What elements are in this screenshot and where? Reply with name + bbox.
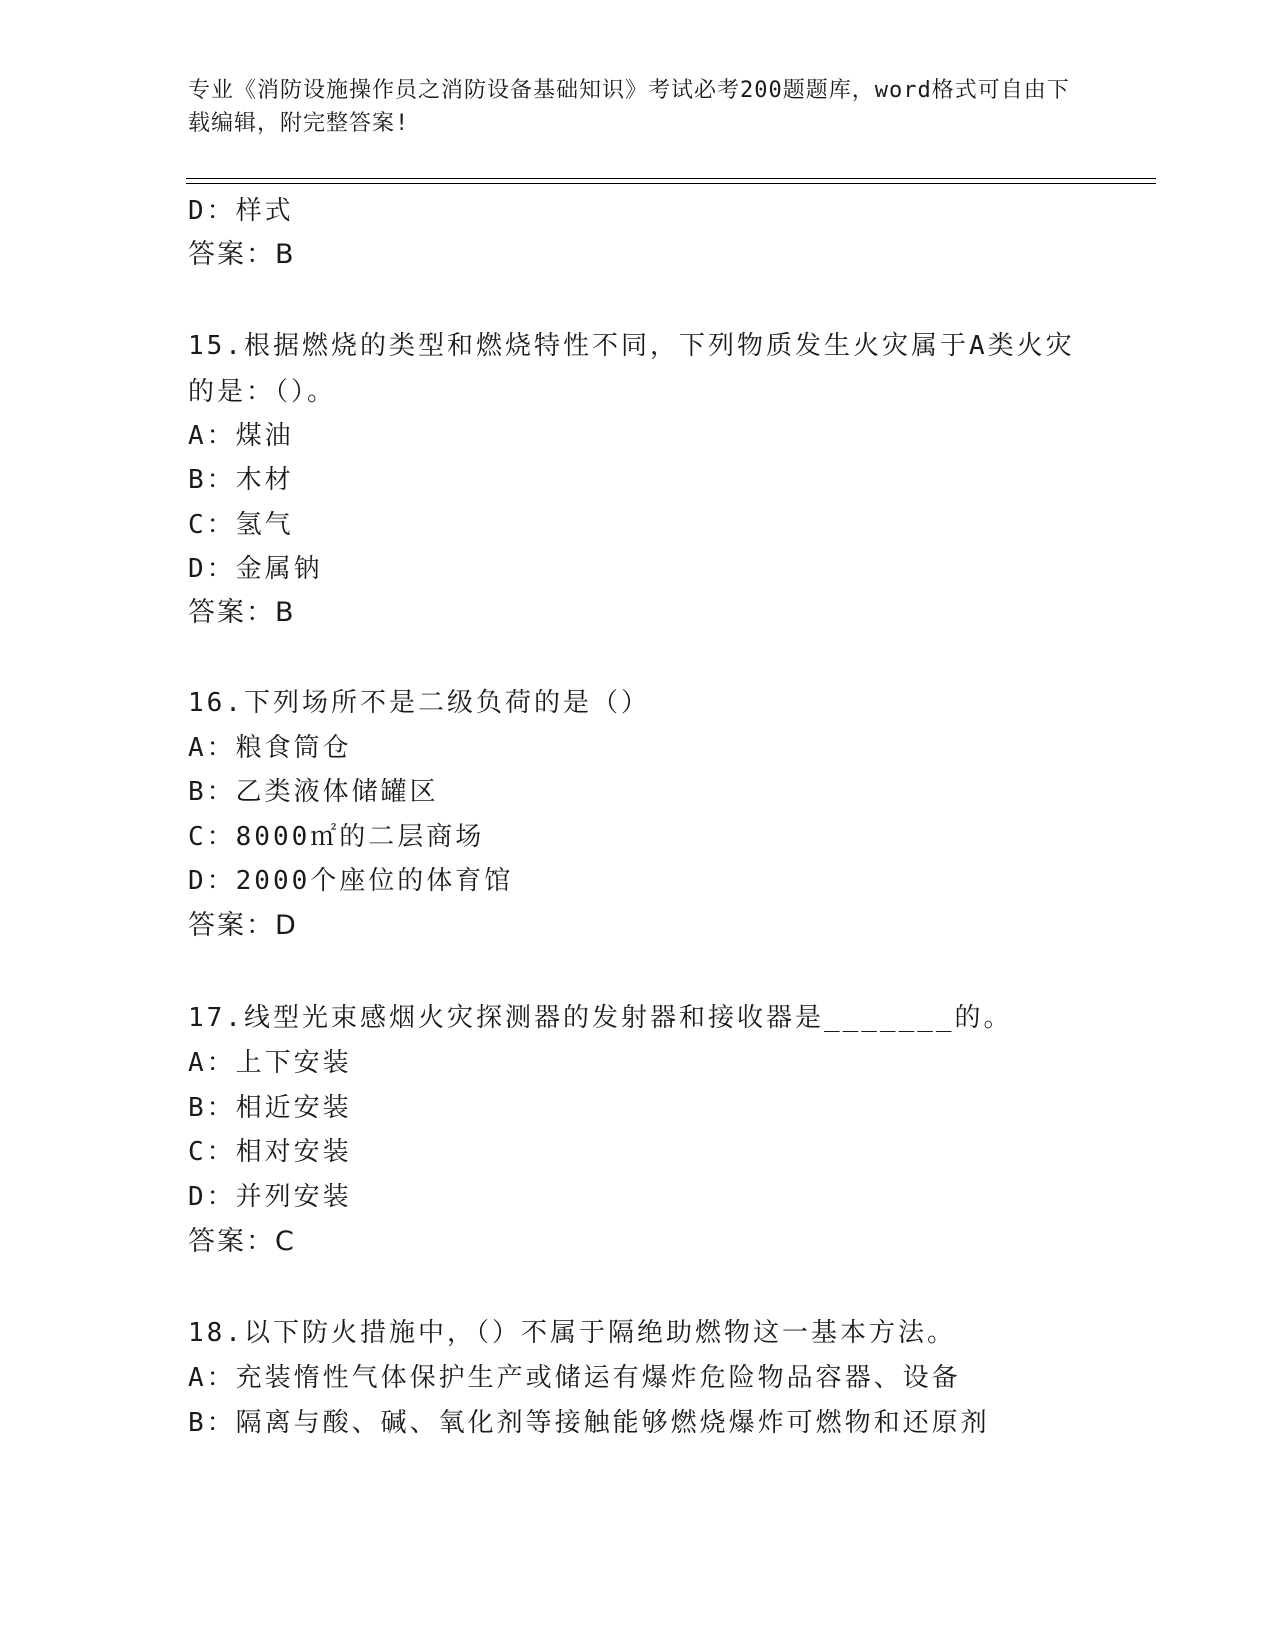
q17-option-b: B：相近安装 <box>188 1093 352 1123</box>
q17-stem: 17.线型光束感烟火灾探测器的发射器和接收器是_______的。 <box>188 1003 1013 1033</box>
q15-stem: 15.根据燃烧的类型和燃烧特性不同，下列物质发生火灾属于A类火灾的是：（）。 <box>188 331 1075 407</box>
q15-option-d: D：金属钠 <box>188 554 323 584</box>
q17-option-a: A：上下安装 <box>188 1048 352 1078</box>
q18-stem: 18.以下防火措施中，（）不属于隔绝助燃物这一基本方法。 <box>188 1318 956 1348</box>
q17-option-c: C：相对安装 <box>188 1137 352 1167</box>
q15-answer: 答案：B <box>188 597 296 628</box>
q16-option-b: B：乙类液体储罐区 <box>188 777 439 807</box>
q14-option-d: D：样式 <box>188 196 294 226</box>
q17-answer: 答案：C <box>188 1226 296 1257</box>
header-divider-bottom <box>186 183 1156 184</box>
q15-option-a: A：煤油 <box>188 421 294 451</box>
q15-option-c: C：氢气 <box>188 510 294 540</box>
q16-option-a: A：粮食筒仓 <box>188 733 352 763</box>
q18-option-b: B：隔离与酸、碱、氧化剂等接触能够燃烧爆炸可燃物和还原剂 <box>188 1408 990 1438</box>
q15-option-b: B：木材 <box>188 465 294 495</box>
document-header: 专业《消防设施操作员之消防设备基础知识》考试必考200题题库，word格式可自由下载编辑，附完整答案! <box>188 78 1070 136</box>
q16-answer: 答案：D <box>188 910 298 941</box>
q16-stem: 16.下列场所不是二级负荷的是（） <box>188 688 650 718</box>
q14-answer: 答案：B <box>188 239 296 270</box>
q16-option-c: C：8000㎡的二层商场 <box>188 822 485 852</box>
q18-option-a: A：充装惰性气体保护生产或储运有爆炸危险物品容器、设备 <box>188 1363 961 1393</box>
q17-option-d: D：并列安装 <box>188 1182 352 1212</box>
q16-option-d: D：2000个座位的体育馆 <box>188 866 514 896</box>
header-divider-top <box>186 178 1156 179</box>
